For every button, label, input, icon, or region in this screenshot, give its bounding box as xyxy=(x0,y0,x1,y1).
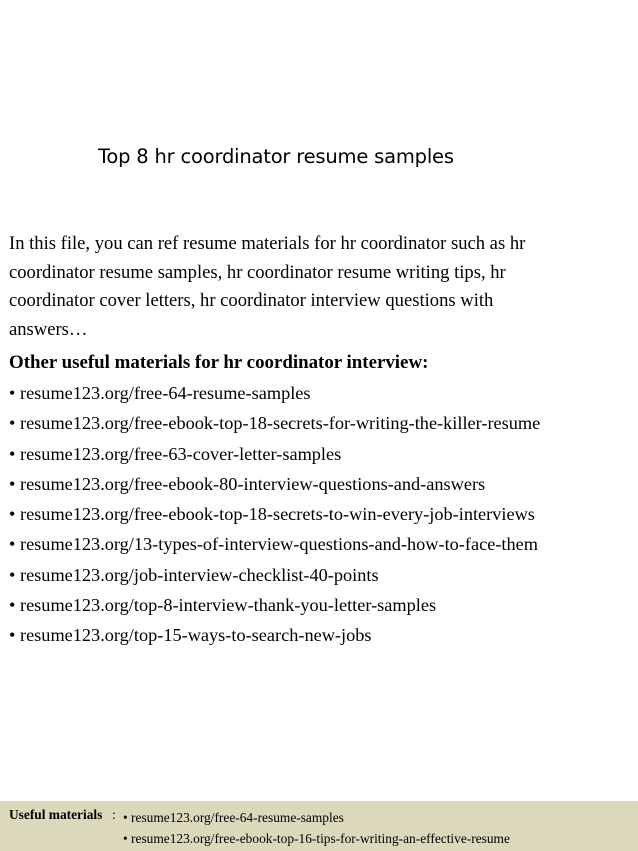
materials-link[interactable]: • resume123.org/13-types-of-interview-questions-and-how-to-face-them xyxy=(9,529,540,559)
intro-line: coordinator resume samples, hr coordinator resume writing tips, hr xyxy=(9,261,506,283)
intro-paragraph xyxy=(9,230,633,344)
materials-link[interactable]: • resume123.org/free-63-cover-letter-samples xyxy=(9,439,540,469)
materials-link[interactable]: • resume123.org/free-ebook-top-18-secrets-for-writing-the-killer-resume xyxy=(9,408,540,438)
materials-link[interactable]: • resume123.org/free-64-resume-samples xyxy=(9,378,540,408)
page-title: Top 8 hr coordinator resume samples xyxy=(98,145,454,168)
materials-link[interactable]: • resume123.org/top-8-interview-thank-you-letter-samples xyxy=(9,590,540,620)
footer-label: Useful materials xyxy=(9,807,103,822)
materials-heading: Other useful materials for hr coordinator interview: xyxy=(9,352,429,373)
materials-link[interactable]: • resume123.org/top-15-ways-to-search-new-jobs xyxy=(9,620,540,650)
intro-line: In this file, you can ref resume materials for hr coordinator such as hr xyxy=(9,233,526,254)
footer-label-separator: : xyxy=(112,807,116,822)
footer-link[interactable]: • resume123.org/free-64-resume-samples xyxy=(123,807,510,828)
materials-link[interactable]: • resume123.org/free-ebook-top-18-secrets-to-win-every-job-interviews xyxy=(9,499,540,529)
footer-bar xyxy=(0,801,638,851)
materials-link[interactable]: • resume123.org/job-interview-checklist-40-points xyxy=(9,560,540,590)
materials-link[interactable]: • resume123.org/free-ebook-80-interview-questions-and-answers xyxy=(9,469,540,499)
intro-line: answers… xyxy=(9,318,88,340)
materials-link-list xyxy=(9,378,540,651)
footer-link-list xyxy=(123,807,510,849)
footer-link[interactable]: • resume123.org/free-ebook-top-16-tips-for-writing-an-effective-resume xyxy=(123,828,510,849)
intro-line: coordinator cover letters, hr coordinator interview questions with xyxy=(9,290,494,311)
